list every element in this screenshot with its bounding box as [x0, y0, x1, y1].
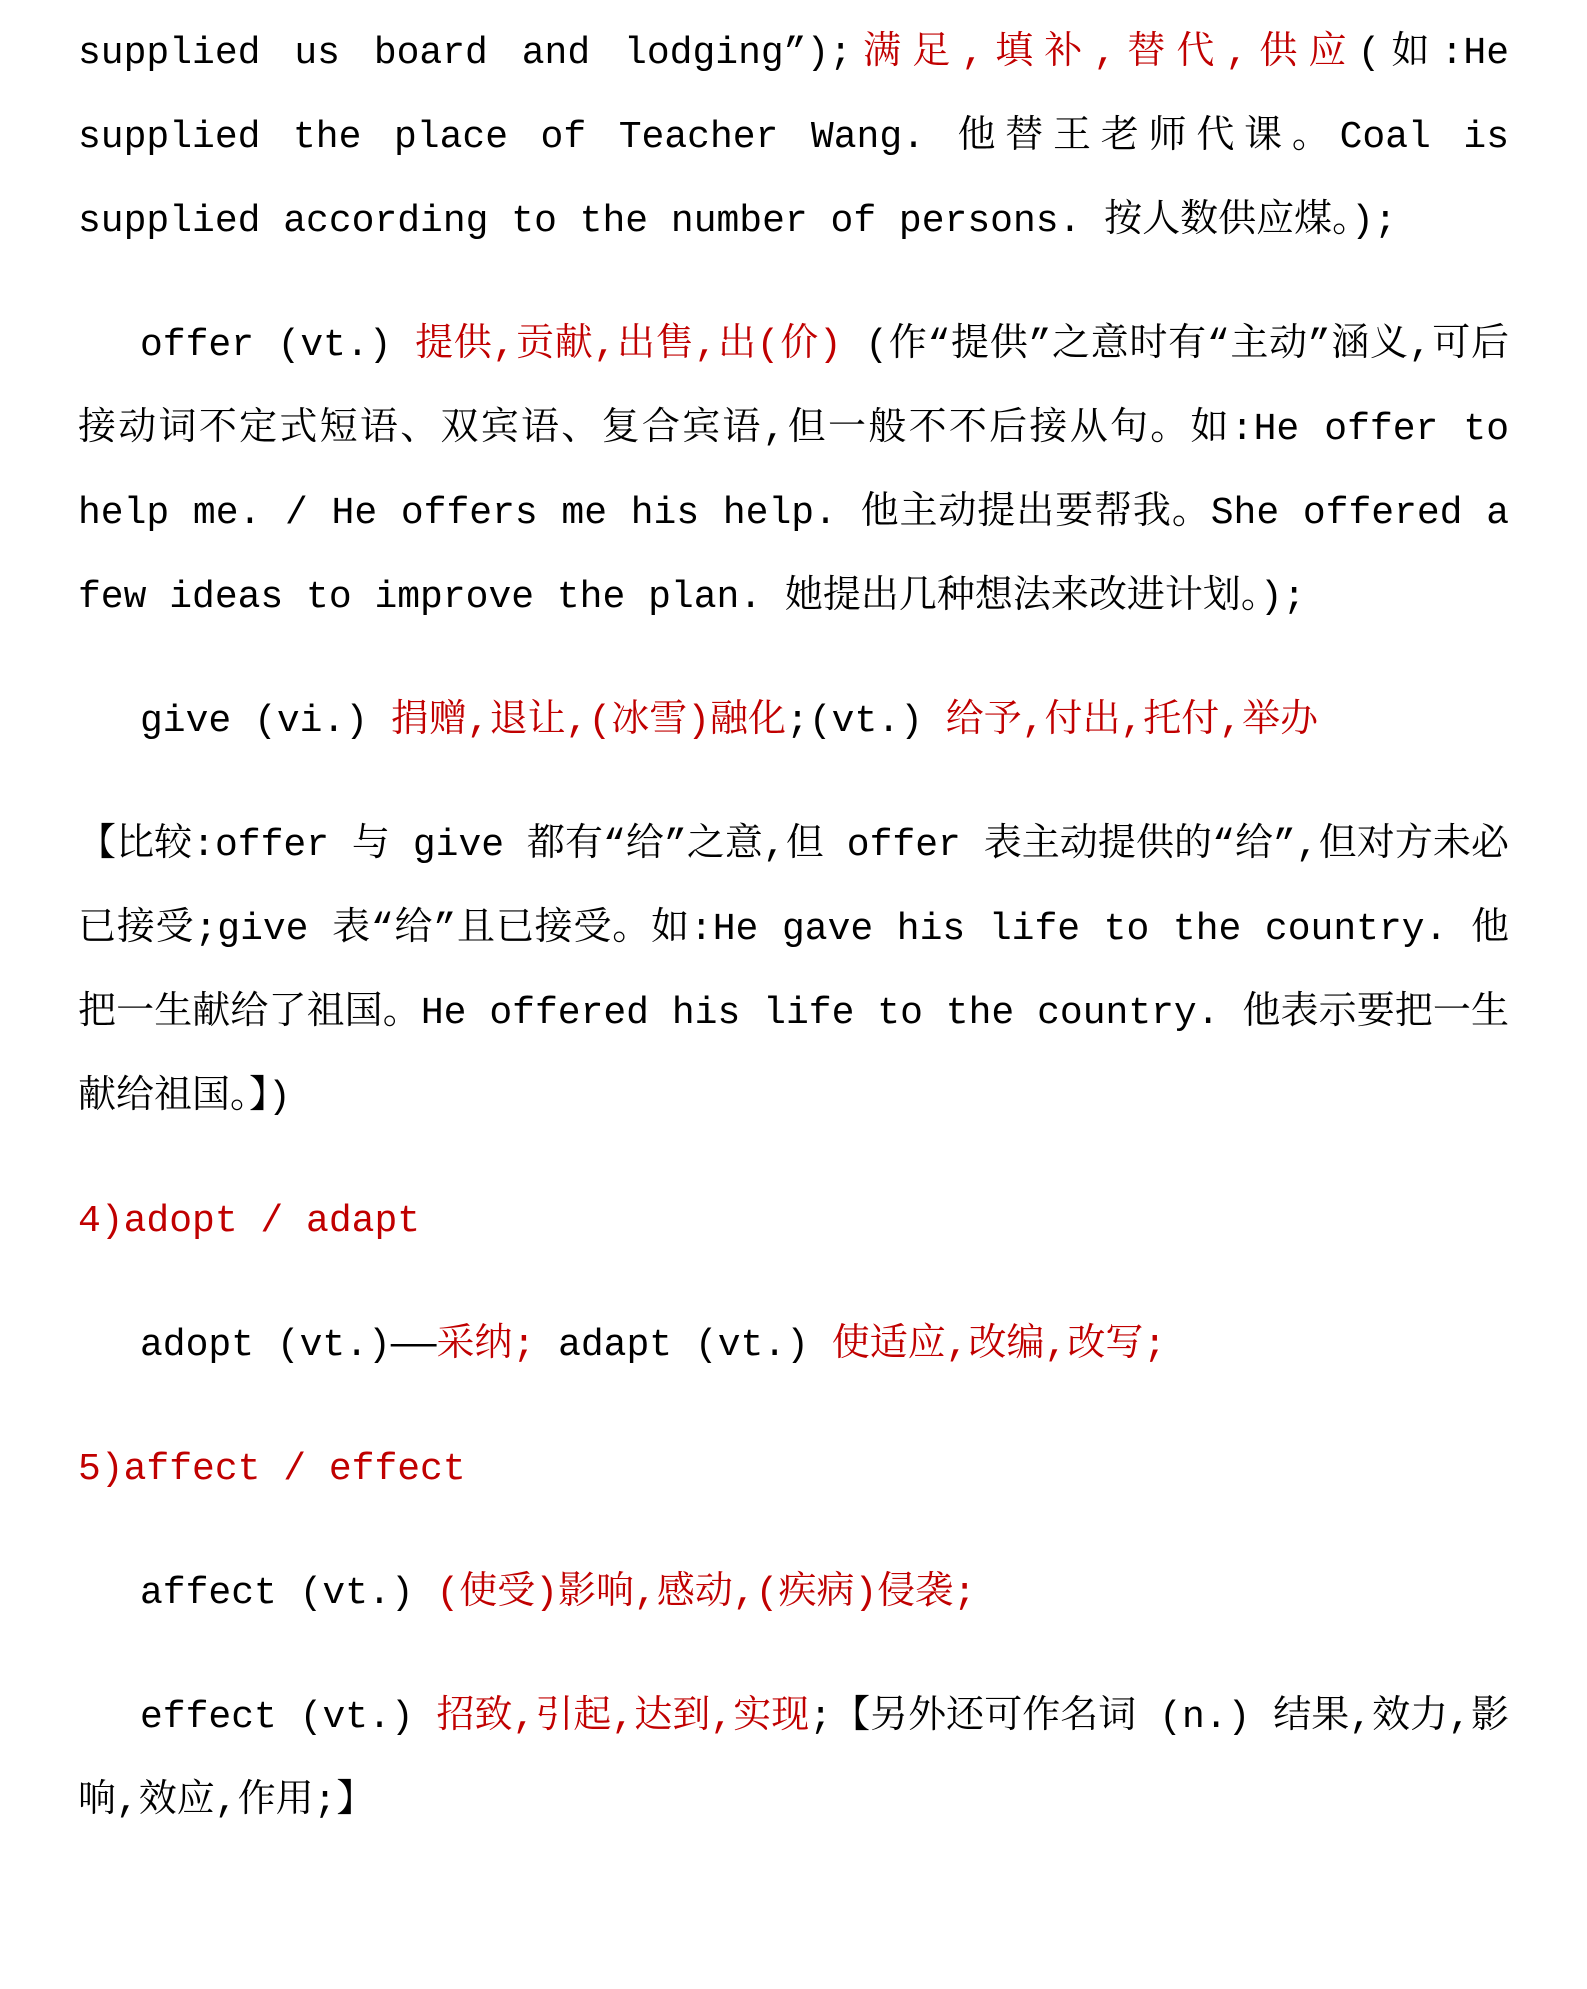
adopt-adapt-entry — [78, 1304, 1509, 1388]
text-run: (如:He supplied the place of Teacher Wang. 他替王老师代课。Coal is supplied according to the number of persons. 按人数供应煤。); — [78, 32, 1510, 243]
heading-5-affect-effect — [78, 1428, 1509, 1512]
text-run: (作“提供”之意时有“主动”涵义,可后接动词不定式短语、双宾语、复合宾语,但一般不不后接从句。如:He offer to help me. / He offers me his help. 他主动提出要帮我。She offered a few ideas to improve the plan. 她提出几种想法来改进计划。); — [78, 324, 1509, 619]
affect-entry — [78, 1552, 1509, 1636]
give-entry — [78, 680, 1509, 764]
text-run: 招致,引起,达到,实现 — [436, 1696, 810, 1739]
text-run: effect (vt.) — [140, 1696, 437, 1739]
text-run: 采纳; — [436, 1324, 536, 1367]
text-run: 4)adopt / adapt — [78, 1200, 421, 1243]
text-run: give (vi.) — [140, 700, 391, 743]
effect-entry — [78, 1676, 1509, 1844]
offer-entry — [78, 304, 1509, 640]
text-run: affect (vt.) — [140, 1572, 437, 1615]
document-body — [78, 12, 1509, 1844]
heading-4-adopt-adapt — [78, 1180, 1509, 1264]
text-run: 给予,付出,托付,举办 — [945, 700, 1319, 743]
text-run: ;(vt.) — [786, 700, 946, 743]
text-run: adopt (vt.)—— — [140, 1324, 437, 1367]
supply-entry-continuation — [78, 12, 1509, 264]
text-run: supplied us board and lodging”); — [78, 32, 853, 75]
text-run: ;【另外还可作名词 (n.) 结果,效力,影响,效应,作用;】 — [78, 1696, 1509, 1823]
text-run: 满足,填补,替代,供应 — [852, 32, 1358, 75]
text-run: (使受)影响,感动,(疾病)侵袭; — [436, 1572, 977, 1615]
text-run: 【比较:offer 与 give 都有“给”之意,但 offer 表主动提供的“给”,但对方未必已接受;give 表“给”且已接受。如:He gave his life to the country. 他把一生献给了祖国。He offered his life to the country. 他表示要把一生献给祖国。】) — [78, 824, 1509, 1119]
text-run: 提供,贡献,出售,出(价) — [415, 324, 842, 367]
text-run: 使适应,改编,改写; — [831, 1324, 1167, 1367]
text-run: offer (vt.) — [140, 324, 416, 367]
compare-offer-give-note — [78, 804, 1509, 1140]
text-run: adapt (vt.) — [535, 1324, 832, 1367]
text-run: 捐赠,退让,(冰雪)融化 — [390, 700, 787, 743]
text-run: 5)affect / effect — [78, 1448, 466, 1491]
